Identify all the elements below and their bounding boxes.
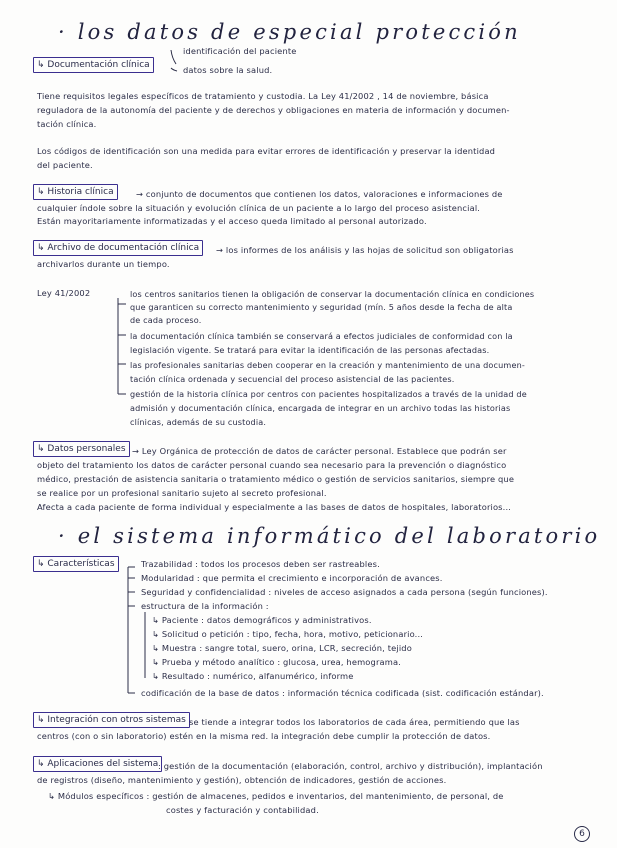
- label-documentacion-clinica: ↳ Documentación clínica: [33, 57, 154, 73]
- text-line: se realice por un profesional sanitario sujeto al secreto profesional.: [37, 488, 327, 498]
- text-line: legislación vigente. Se tratará para evitar la identificación de las personas afectadas.: [130, 345, 490, 355]
- text-line: los centros sanitarios tienen la obligación de conservar la documentación clínica en condiciones: [130, 289, 535, 299]
- text-line: reguladora de la autonomía del paciente y de derechos y obligaciones en materia de información y documen-: [37, 105, 510, 115]
- text-line: cualquier índole sobre la situación y evolución clínica de un paciente a lo largo del proceso asistencial.: [37, 203, 481, 213]
- branch-datos-salud: datos sobre la salud.: [183, 65, 273, 75]
- text-line: admisión y documentación clínica, encargada de integrar en un archivo todas las historias: [130, 403, 511, 413]
- text-line: codificación de la base de datos : información técnica codificada (sist. codificación estándar).: [141, 688, 544, 698]
- text-line: de cada proceso.: [130, 315, 202, 325]
- text-line: gestión de la historia clínica por centros con pacientes hospitalizados a través de la unidad de: [130, 389, 527, 399]
- text-line: de registros (diseño, mantenimiento y gestión), obtención de indicadores, gestión de acciones.: [37, 775, 447, 785]
- label-archivo-documentacion: ↳ Archivo de documentación clínica: [33, 240, 203, 256]
- text-line: costes y facturación y contabilidad.: [166, 805, 319, 815]
- text-line: ↳ Paciente : datos demográficos y administrativos.: [152, 615, 372, 625]
- label-aplicaciones: ↳ Aplicaciones del sistema: [33, 756, 162, 772]
- text-line: Modularidad : que permita el crecimiento e incorporación de avances.: [141, 573, 443, 583]
- text-line: se tiende a integrar todos los laboratorios de cada área, permitiendo que las: [189, 717, 520, 727]
- text-line: Seguridad y confidencialidad : niveles de acceso asignados a cada persona (según funciones).: [141, 587, 548, 597]
- text-line: Los códigos de identificación son una medida para evitar errores de identificación y preservar la identidad: [37, 146, 496, 156]
- branch-identificacion: identificación del paciente: [183, 46, 297, 56]
- text-line: la documentación clínica también se conservará a efectos judiciales de conformidad con la: [130, 331, 513, 341]
- text-line: tación clínica.: [37, 119, 97, 129]
- text-line: que garanticen su correcto mantenimiento y seguridad (mín. 5 años desde la fecha de alta: [130, 302, 513, 312]
- page-number: 6: [574, 826, 590, 842]
- text-line: : gestión de la documentación (elaboración, control, archivo y distribución), implantación: [158, 761, 543, 771]
- text-line: las profesionales sanitarias deben cooperar en la creación y mantenimiento de una documen-: [130, 360, 525, 370]
- text-line: clínicas, además de su custodia.: [130, 417, 267, 427]
- text-line: archivarlos durante un tiempo.: [37, 259, 170, 269]
- section-title-datos: · los datos de especial protección: [58, 20, 521, 44]
- text-line: ↳ Módulos específicos : gestión de almacenes, pedidos e inventarios, del mantenimiento, de personal, de: [48, 791, 504, 801]
- text-line: Están mayoritariamente informatizadas y el acceso queda limitado al personal autorizado.: [37, 216, 427, 226]
- text-line: ↳ Prueba y método analítico : glucosa, urea, hemograma.: [152, 657, 401, 667]
- text-line: Trazabilidad : todos los procesos deben ser rastreables.: [141, 559, 380, 569]
- text-line: ↳ Solicitud o petición : tipo, fecha, hora, motivo, peticionario...: [152, 629, 424, 639]
- text-line: centros (con o sin laboratorio) estén en la misma red. la integración debe cumplir la protección de datos.: [37, 731, 491, 741]
- label-integracion: ↳ Integración con otros sistemas: [33, 712, 190, 728]
- text-line: Tiene requisitos legales específicos de tratamiento y custodia. La Ley 41/2002 , 14 de noviembre, básica: [37, 91, 489, 101]
- text-line: → los informes de los análisis y las hojas de solicitud son obligatorias: [216, 245, 514, 255]
- text-line: del paciente.: [37, 160, 93, 170]
- text-line: estructura de la información :: [141, 601, 269, 611]
- text-line: tación clínica ordenada y secuencial del proceso asistencial de las pacientes.: [130, 374, 455, 384]
- text-line: médico, prestación de asistencia sanitaria o tratamiento médico o gestión de servicios sanitarios, siempre que: [37, 474, 515, 484]
- label-ley-41-2002: Ley 41/2002: [37, 288, 91, 298]
- text-line: → Ley Orgánica de protección de datos de carácter personal. Establece que podrán ser: [132, 446, 507, 456]
- text-line: objeto del tratamiento los datos de carácter personal cuando sea necesario para la prevención o diagnóstico: [37, 460, 507, 470]
- text-line: ↳ Resultado : numérico, alfanumérico, informe: [152, 671, 354, 681]
- label-caracteristicas: ↳ Características: [33, 556, 119, 572]
- text-line: → conjunto de documentos que contienen los datos, valoraciones e informaciones de: [136, 189, 503, 199]
- text-line: Afecta a cada paciente de forma individual y especialmente a las bases de datos de hospitales, laboratorios...: [37, 502, 512, 512]
- label-historia-clinica: ↳ Historia clínica: [33, 184, 118, 200]
- text-line: ↳ Muestra : sangre total, suero, orina, LCR, secreción, tejido: [152, 643, 412, 653]
- label-datos-personales: ↳ Datos personales: [33, 441, 130, 457]
- section-title-sistema: · el sistema informático del laboratorio: [58, 524, 601, 548]
